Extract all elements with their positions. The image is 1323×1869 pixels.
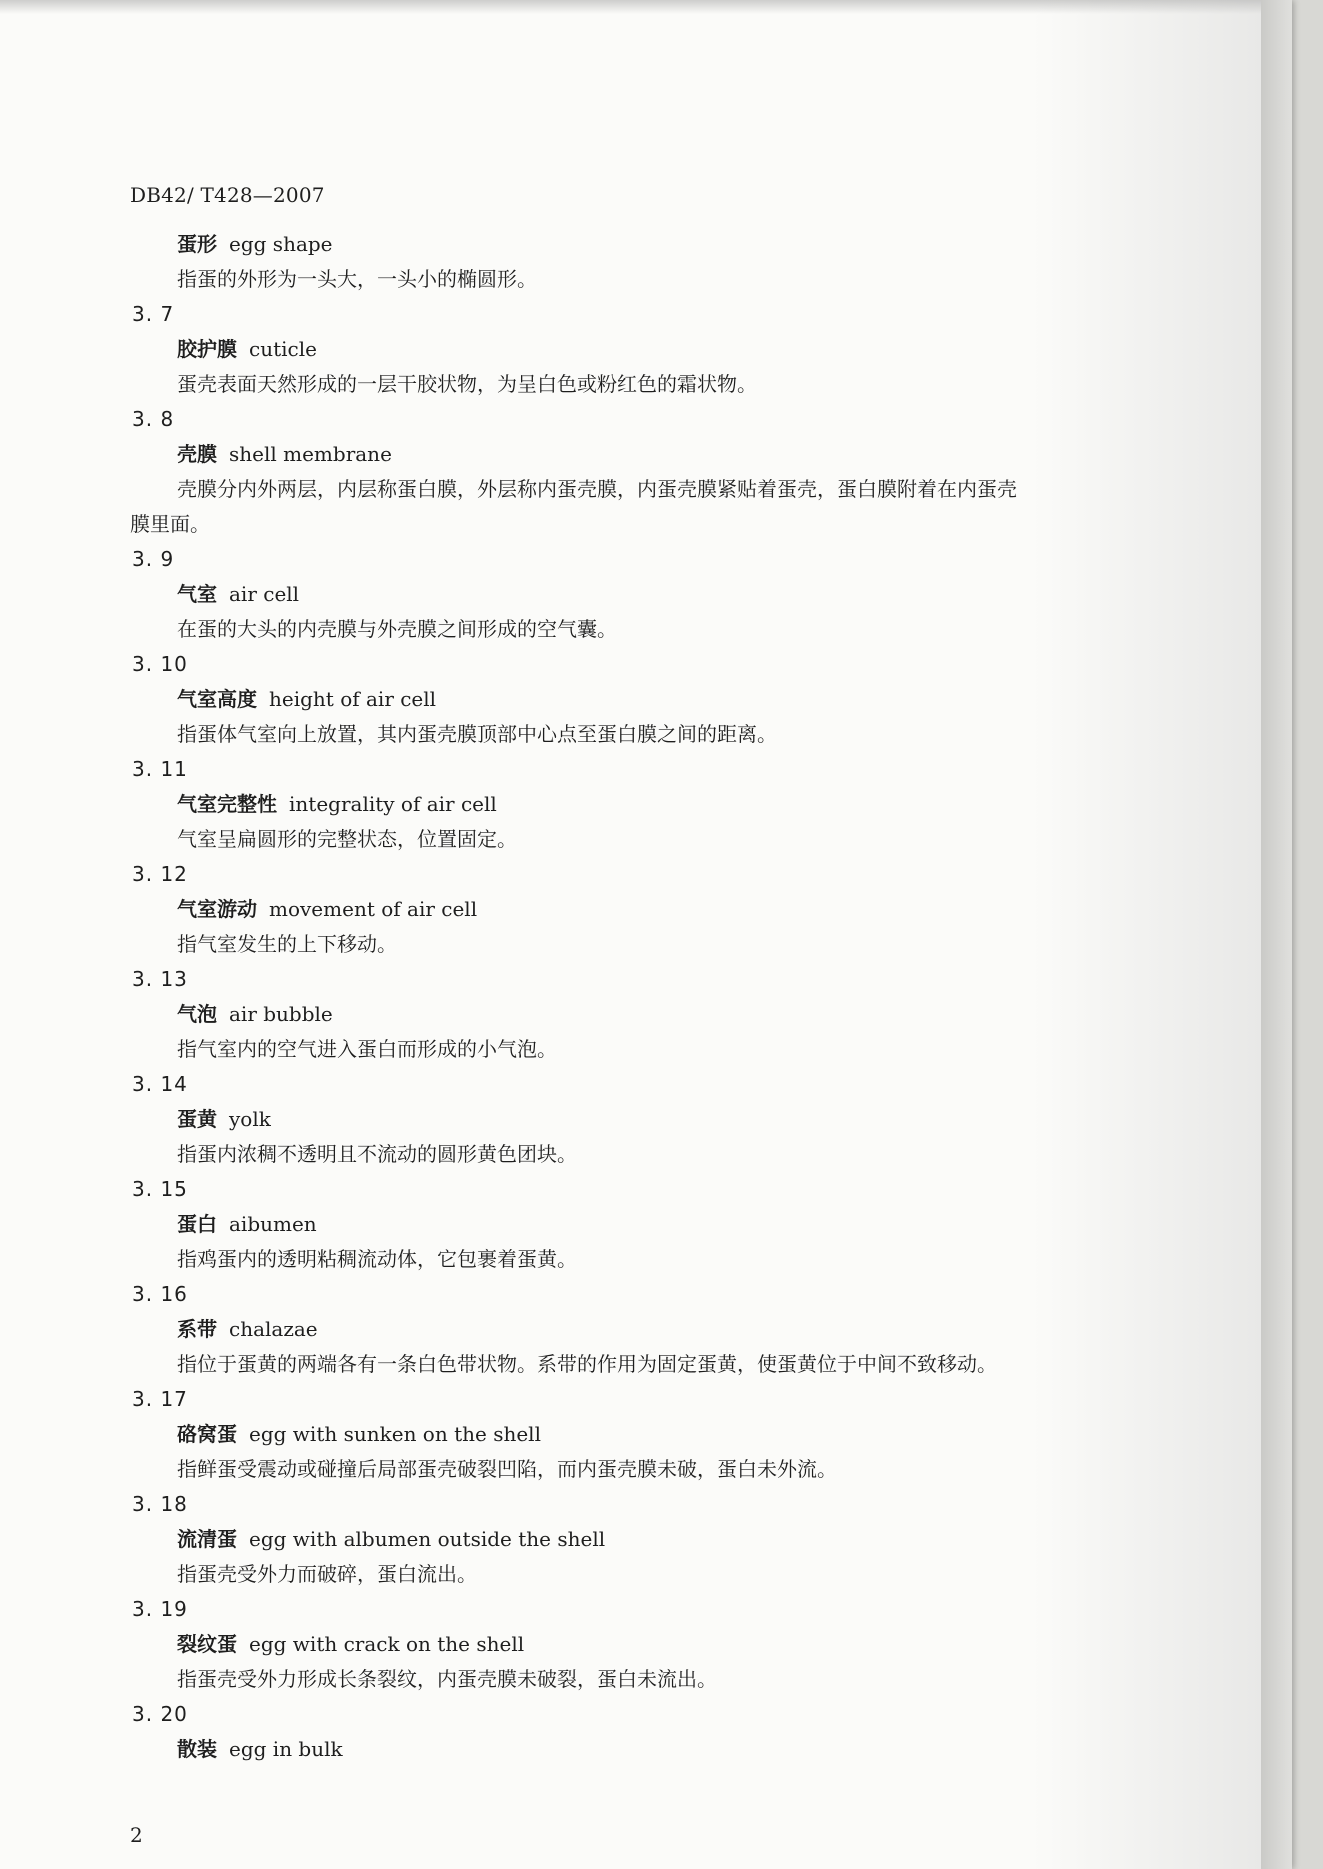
definition-text: 指鸡蛋内的透明粘稠流动体，它包裹着蛋黄。 [177,1247,577,1271]
definition-text: 在蛋的大头的内壳膜与外壳膜之间形成的空气囊。 [177,617,617,641]
definition-text: 指蛋壳受外力而破碎，蛋白流出。 [177,1562,477,1586]
term-line [130,1207,1180,1242]
clause-number: 3. 20 [132,1702,188,1726]
term-chinese: 硌窝蛋 [177,1422,237,1446]
term-line [130,892,1180,927]
definition-text: 指鲜蛋受震动或碰撞后局部蛋壳破裂凹陷，而内蛋壳膜未破，蛋白未外流。 [177,1457,837,1481]
page-edge-shadow [1261,0,1292,1869]
page-number: 2 [130,1823,143,1847]
term-english: chalazae [229,1317,318,1341]
term-line [130,787,1180,822]
term-chinese: 气室游动 [177,897,257,921]
definition-text: 蛋壳表面天然形成的一层干胶状物，为呈白色或粉红色的霜状物。 [177,372,757,396]
definition-text: 壳膜分内外两层，内层称蛋白膜，外层称内蛋壳膜，内蛋壳膜紧贴着蛋壳，蛋白膜附着在内蛋壳 [177,477,1017,501]
definition-text: 气室呈扁圆形的完整状态，位置固定。 [177,827,517,851]
term-chinese: 蛋白 [177,1212,217,1236]
term-line [130,1732,1180,1767]
term-english: egg with albumen outside the shell [249,1527,606,1551]
term-line [130,997,1180,1032]
term-line [130,1627,1180,1662]
clause-number: 3. 18 [132,1492,188,1516]
term-english: movement of air cell [269,897,478,921]
clause-number: 3. 12 [132,862,188,886]
term-chinese: 裂纹蛋 [177,1632,237,1656]
term-line [130,332,1180,367]
term-line [130,1312,1180,1347]
term-english: egg with sunken on the shell [249,1422,541,1446]
term-chinese: 散装 [177,1737,217,1761]
clause-number: 3. 13 [132,967,188,991]
term-chinese: 壳膜 [177,442,217,466]
term-line [130,1417,1180,1452]
clause-number: 3. 7 [132,302,175,326]
term-chinese: 蛋黄 [177,1107,217,1131]
term-chinese: 气室完整性 [177,792,277,816]
term-english: egg shape [229,232,333,256]
term-english: aibumen [229,1212,317,1236]
clause-number: 3. 8 [132,407,175,431]
term-chinese: 蛋形 [177,232,217,256]
term-definitions [130,227,1180,1767]
term-chinese: 气室 [177,582,217,606]
definition-text: 指蛋壳受外力形成长条裂纹，内蛋壳膜未破裂，蛋白未流出。 [177,1667,717,1691]
term-line [130,577,1180,612]
term-english: egg in bulk [229,1737,343,1761]
definition-text: 指气室发生的上下移动。 [177,932,397,956]
definition-text: 指位于蛋黄的两端各有一条白色带状物。系带的作用为固定蛋黄，使蛋黄位于中间不致移动。 [177,1352,997,1376]
term-english: shell membrane [229,442,392,466]
term-line [130,227,1180,262]
term-line [130,682,1180,717]
term-english: cuticle [249,337,317,361]
clause-number: 3. 10 [132,652,188,676]
clause-number: 3. 17 [132,1387,188,1411]
term-chinese: 气泡 [177,1002,217,1026]
clause-number: 3. 19 [132,1597,188,1621]
term-chinese: 流清蛋 [177,1527,237,1551]
clause-number: 3. 15 [132,1177,188,1201]
clause-number: 3. 11 [132,757,188,781]
definition-text: 指蛋内浓稠不透明且不流动的圆形黄色团块。 [177,1142,577,1166]
clause-number: 3. 9 [132,547,175,571]
term-english: air bubble [229,1002,333,1026]
definition-text: 指蛋体气室向上放置，其内蛋壳膜顶部中心点至蛋白膜之间的距离。 [177,722,777,746]
term-line [130,1522,1180,1557]
term-line [130,1102,1180,1137]
definition-text: 指蛋的外形为一头大，一头小的椭圆形。 [177,267,537,291]
term-english: egg with crack on the shell [249,1632,525,1656]
clause-number: 3. 14 [132,1072,188,1096]
definition-text: 指气室内的空气进入蛋白而形成的小气泡。 [177,1037,557,1061]
clause-number: 3. 16 [132,1282,188,1306]
definition-text-continued: 膜里面。 [130,512,210,536]
term-chinese: 系带 [177,1317,217,1341]
term-english: yolk [229,1107,271,1131]
term-line [130,437,1180,472]
term-chinese: 胶护膜 [177,337,237,361]
term-english: integrality of air cell [289,792,497,816]
document-code: DB42/ T428—2007 [130,183,325,207]
term-chinese: 气室高度 [177,687,257,711]
term-english: height of air cell [269,687,437,711]
term-english: air cell [229,582,300,606]
